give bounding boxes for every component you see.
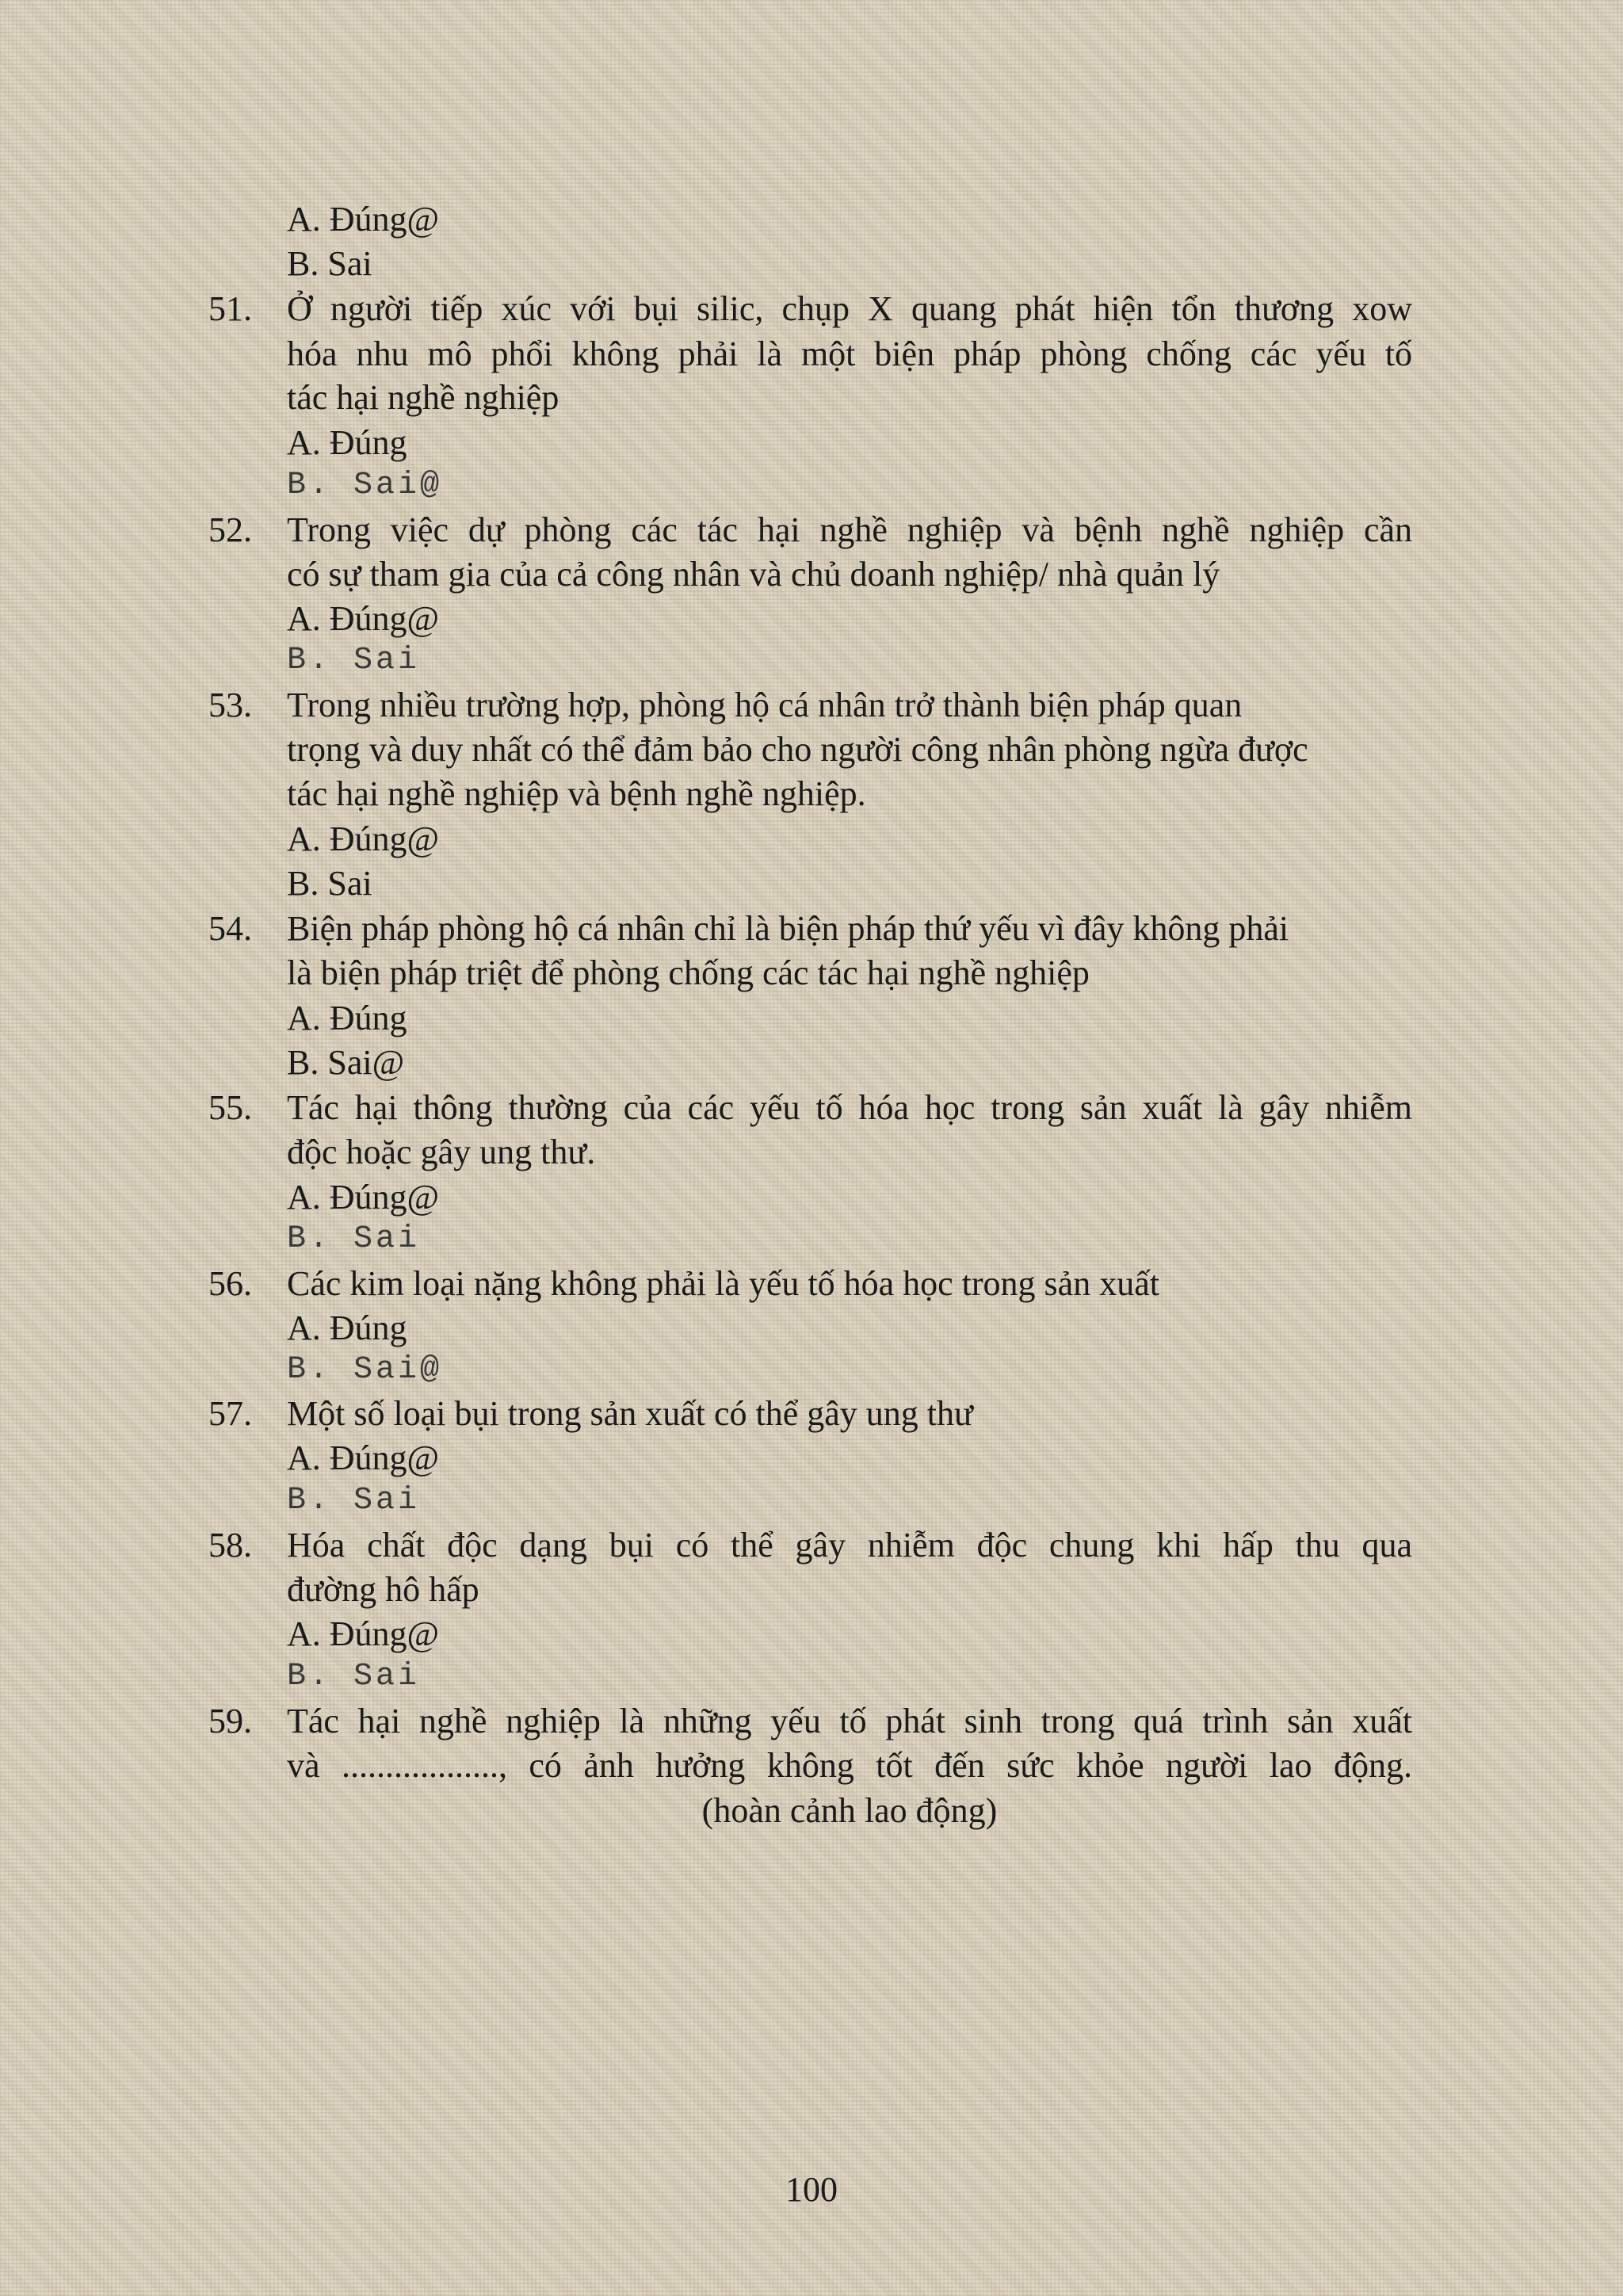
question-text-line: tác hại nghề nghiệp và bệnh nghề nghiệp. [287,774,866,813]
option-a: A. Đúng [287,1308,407,1347]
option-b: B. Sai [287,1659,421,1694]
option-a: A. Đúng@ [287,1438,440,1477]
question-text-line: Hóa chất độc dạng bụi có thể gây nhiễm độc chung khi hấp thu qua [287,1526,1412,1564]
option-b: B. Sai@ [287,1352,443,1388]
question-text-line: tác hại nghề nghiệp [287,378,559,417]
question-number: 55. [208,1088,252,1127]
fill-in-answer: (hoàn cảnh lao động) [701,1791,998,1830]
question-text-line: là biện pháp triệt để phòng chống các tác hại nghề nghiệp [287,953,1090,992]
option-a: A. Đúng [287,999,407,1037]
question-text-line: độc hoặc gây ung thư. [287,1133,596,1171]
question-number: 54. [208,909,252,948]
carryover-option-a: A. Đúng@ [287,200,440,239]
carryover-option-b: B. Sai [287,244,372,283]
option-b: B. Sai@ [287,1043,405,1082]
question-text-line: Trong nhiều trường hợp, phòng hộ cá nhân trở thành biện pháp quan [287,686,1243,724]
question-text-line: Ở người tiếp xúc với bụi silic, chụp X quang phát hiện tổn thương xow [287,289,1412,328]
question-number: 59. [208,1702,252,1740]
option-a: A. Đúng@ [287,1614,440,1653]
question-text-line: Biện pháp phòng hộ cá nhân chỉ là biện pháp thứ yếu vì đây không phải [287,909,1289,948]
option-a: A. Đúng [287,423,407,462]
question-text-line: Trong việc dự phòng các tác hại nghề nghiệp và bệnh nghề nghiệp cần [287,510,1412,549]
question-text-line: Các kim loại nặng không phải là yếu tố hóa học trong sản xuất [287,1264,1159,1303]
question-number: 53. [208,686,252,724]
option-b: B. Sai [287,864,372,903]
question-text-line: hóa nhu mô phổi không phải là một biện pháp phòng chống các yếu tố [287,334,1412,373]
question-text-line: Một số loại bụi trong sản xuất có thể gây ung thư [287,1394,973,1433]
question-text-line: trọng và duy nhất có thể đảm bảo cho người công nhân phòng ngừa được [287,730,1308,769]
question-number: 56. [208,1264,252,1303]
option-b: B. Sai [287,1221,421,1257]
option-b: B. Sai@ [287,468,443,503]
option-b: B. Sai [287,1483,421,1519]
question-number: 57. [208,1394,252,1433]
option-a: A. Đúng@ [287,819,440,858]
question-text-line: và .................., có ảnh hưởng không tốt đến sức khỏe người lao động. [287,1746,1412,1785]
question-text-line: có sự tham gia của cả công nhân và chủ doanh nghiệp/ nhà quản lý [287,555,1220,594]
question-text-line: đường hô hấp [287,1570,479,1609]
question-number: 52. [208,510,252,549]
option-b: B. Sai [287,643,421,678]
question-text-line: Tác hại nghề nghiệp là những yếu tố phát sinh trong quá trình sản xuất [287,1702,1412,1740]
option-a: A. Đúng@ [287,599,440,638]
option-a: A. Đúng@ [287,1178,440,1217]
question-text-line: Tác hại thông thường của các yếu tố hóa học trong sản xuất là gây nhiễm [287,1088,1412,1127]
page-number: 100 [785,2170,838,2209]
question-number: 51. [208,289,252,328]
question-number: 58. [208,1526,252,1564]
